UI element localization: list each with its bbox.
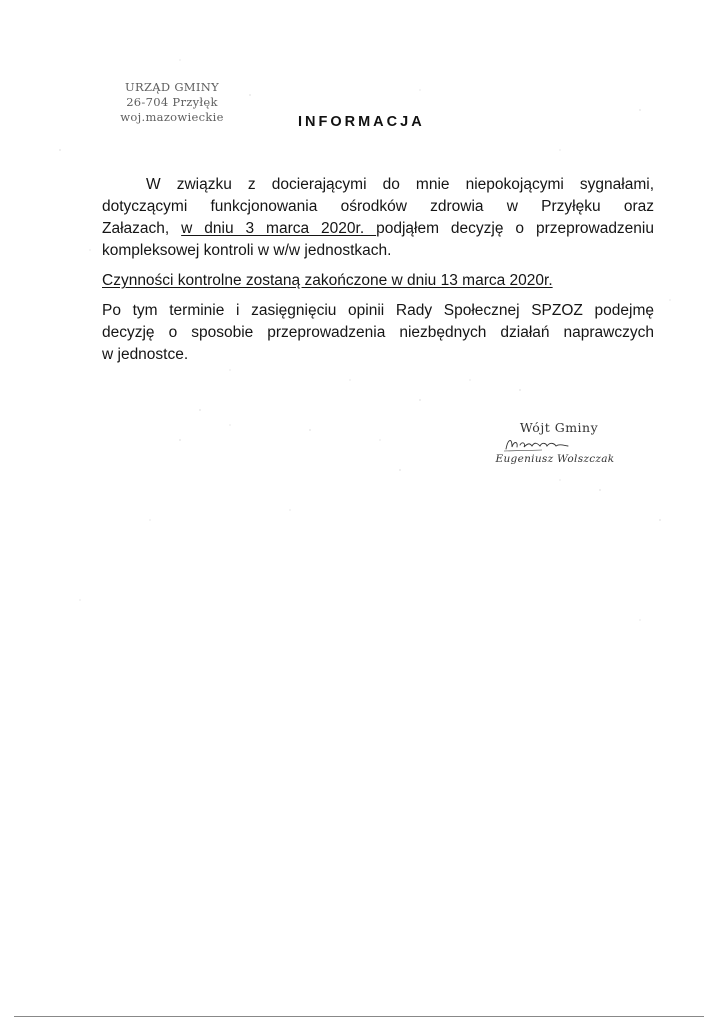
paragraph-decision <box>102 174 654 262</box>
page-edge-line <box>14 1016 704 1017</box>
stamp-line-office: URZĄD GMINY <box>125 80 219 94</box>
paragraph-line: decyzję o sposobie przeprowadzenia niezbędnych działań naprawczych <box>102 324 654 341</box>
text-fragment: podjąłem decyzję o przeprowadzeniu <box>376 220 654 237</box>
paragraph-line: W związku z docierającymi do mnie niepokojącymi sygnałami, <box>146 176 654 193</box>
paragraph-line: w jednostce. <box>102 346 189 363</box>
paragraph-line: kompleksowej kontroli w w/w jednostkach. <box>102 242 392 259</box>
stamp-line-region: woj.mazowieckie <box>120 110 224 124</box>
paragraph-next-steps <box>102 300 654 366</box>
underlined-date: w dniu 3 marca 2020r. <box>181 220 377 237</box>
signatory-name: Eugeniusz Wolszczak <box>495 453 615 465</box>
office-stamp <box>112 80 232 125</box>
paragraph-line: Po tym terminie i zasięgnięciu opinii Rady Społecznej SPZOZ podejmę <box>102 302 654 319</box>
paragraph-line <box>102 218 654 240</box>
stamp-line-address: 26-704 Przyłęk <box>126 95 218 109</box>
document-title: INFORMACJA <box>298 114 425 130</box>
signature-title: Wójt Gminy <box>519 420 599 435</box>
handwritten-signature <box>502 435 572 453</box>
signature-block <box>480 420 630 465</box>
paragraph-line: dotyczącymi funkcjonowania ośrodków zdrowia w Przyłęku oraz <box>102 198 654 215</box>
text-fragment: Załazach, <box>102 220 182 237</box>
paragraph-control-end: Czynności kontrolne zostaną zakończone w dniu 13 marca 2020r. <box>102 272 553 289</box>
